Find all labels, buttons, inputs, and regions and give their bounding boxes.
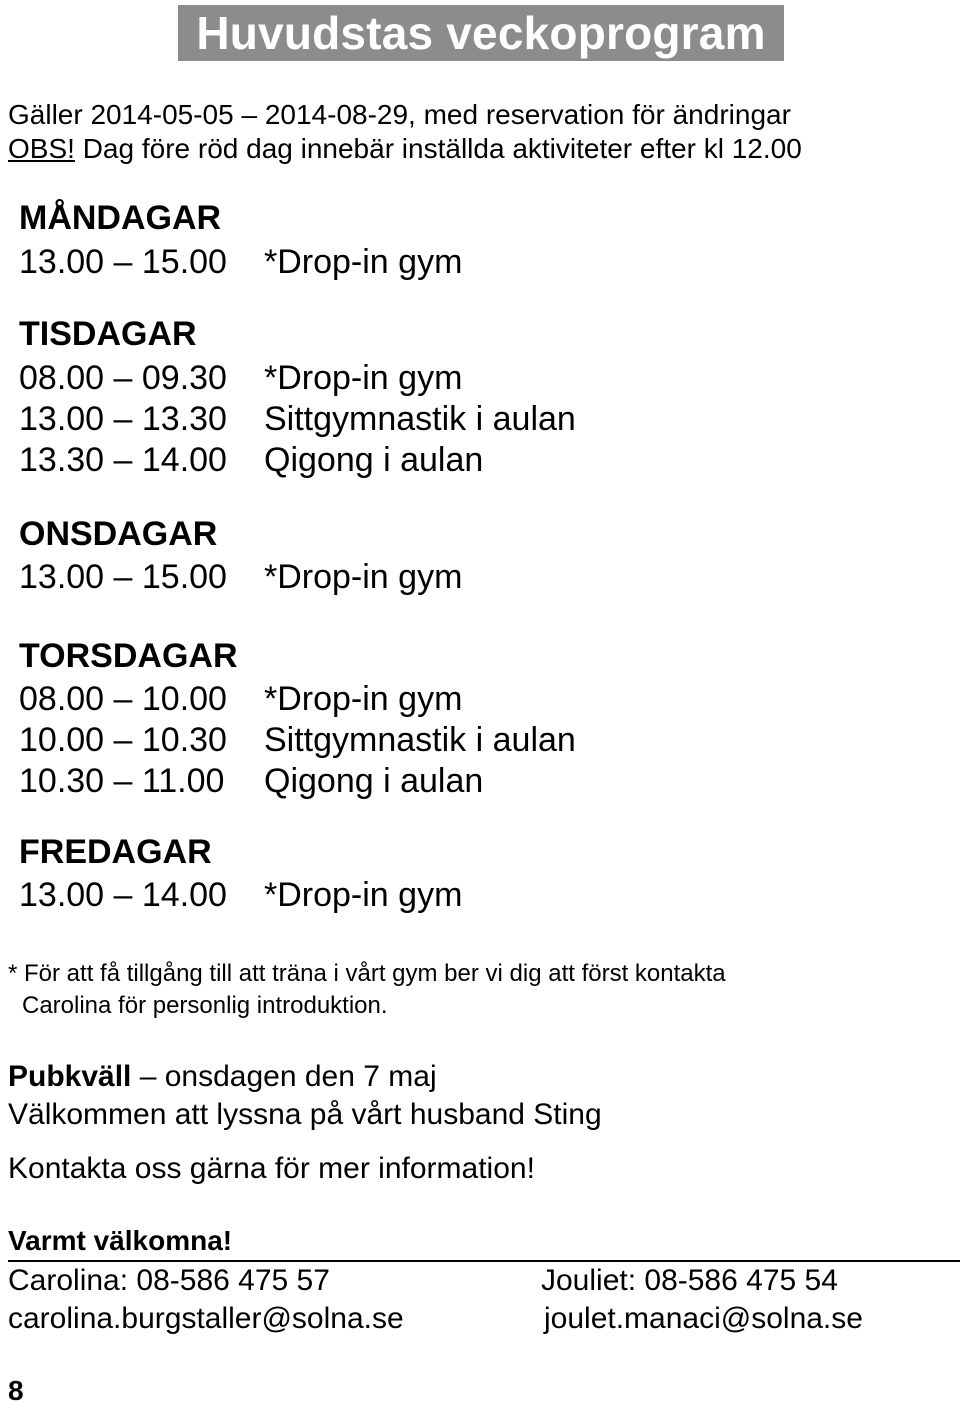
schedule-activity: Qigong i aulan (264, 762, 484, 800)
day-heading-thursday: TORSDAGAR (19, 637, 238, 675)
schedule-activity: Qigong i aulan (264, 441, 484, 479)
page-title: Huvudstas veckoprogram (178, 5, 784, 61)
schedule-time: 08.00 – 10.00 (19, 680, 227, 718)
contact-email-jouliet[interactable]: joulet.manaci@solna.se (544, 1302, 863, 1335)
pub-title: Pubkväll (8, 1060, 132, 1093)
pub-evening (8, 1058, 437, 1096)
schedule-activity: *Drop-in gym (264, 876, 463, 914)
schedule-time: 13.30 – 14.00 (19, 441, 227, 479)
pub-date: – onsdagen den 7 maj (131, 1060, 437, 1093)
schedule-time: 13.00 – 14.00 (19, 876, 227, 914)
schedule-time: 13.00 – 15.00 (19, 243, 227, 281)
notice-body: Dag före röd dag innebär inställda aktiviteter efter kl 12.00 (74, 133, 802, 164)
welcome-text: Varmt välkomna! (8, 1225, 233, 1256)
day-heading-tuesday: TISDAGAR (19, 315, 197, 353)
schedule-time: 13.00 – 13.30 (19, 400, 227, 438)
schedule-activity: *Drop-in gym (264, 558, 463, 596)
schedule-time: 10.30 – 11.00 (19, 762, 225, 800)
contact-phone-jouliet: Jouliet: 08-586 475 54 (541, 1264, 838, 1297)
gym-footnote (8, 958, 726, 1022)
day-heading-friday: FREDAGAR (19, 833, 212, 871)
schedule-activity: Sittgymnastik i aulan (264, 400, 576, 438)
schedule-time: 10.00 – 10.30 (19, 721, 227, 759)
band-text: Välkommen att lyssna på vårt husband Sting (8, 1098, 602, 1131)
schedule-activity: *Drop-in gym (264, 680, 463, 718)
day-heading-monday: MÅNDAGAR (19, 199, 222, 237)
schedule-activity: Sittgymnastik i aulan (264, 721, 576, 759)
footnote-line-1: * För att få tillgång till att träna i vårt gym ber vi dig att först kontakta (8, 960, 726, 987)
validity-text: Gäller 2014-05-05 – 2014-08-29, med reservation för ändringar (8, 99, 791, 130)
page-number: 8 (8, 1375, 24, 1406)
contact-phone-carolina: Carolina: 08-586 475 57 (8, 1264, 330, 1297)
schedule-time: 13.00 – 15.00 (19, 558, 227, 596)
schedule-activity: *Drop-in gym (264, 359, 463, 397)
contact-email-carolina[interactable]: carolina.burgstaller@solna.se (8, 1302, 404, 1335)
schedule-activity: *Drop-in gym (264, 243, 463, 281)
notice-text (8, 132, 802, 166)
contact-invite: Kontakta oss gärna för mer information! (8, 1152, 535, 1185)
day-heading-wednesday: ONSDAGAR (19, 515, 218, 553)
notice-prefix: OBS! (8, 133, 75, 164)
schedule-time: 08.00 – 09.30 (19, 359, 227, 397)
footnote-line-2: Carolina för personlig introduktion. (22, 992, 388, 1019)
